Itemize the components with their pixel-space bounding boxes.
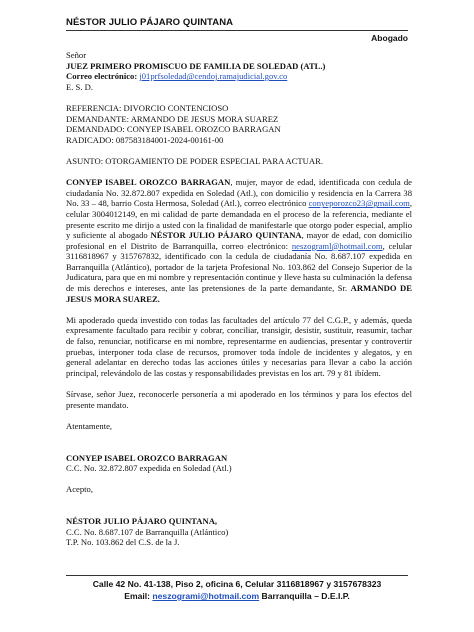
signer1-id: C.C. No. 32.872.807 expedida en Soledad (Atl.) (66, 463, 232, 474)
letterhead-role: Abogado (371, 33, 408, 43)
grantor-email-link[interactable]: conyeporozco23@gmail.com (308, 198, 410, 209)
p1-text-a: , mujer, mayor de edad, identificada con cedula de ciudadanía No. 32.872.807 expedida en Soledad (Atl.), con domicilio y residencia en la Carrera 38 No. 33 – 48, barrio Costa Hermosa, Soledad (Atl.), correo electrónico (66, 177, 412, 209)
p1-text-d: , celular 3116818967 y 315767832, identificado con la cedula de ciudadanía No. 8.687.107 expedida en Barranquilla (Atlántico), portador de la tarjeta Profesional No. 103.862 del Consejo Superior de la Judicatura, para que en mi nombre y representación continue y lleve hasta su culminación la defensa de mis derechos e intereses, ante las pretensiones de la parte demandante, Sr. (66, 240, 412, 294)
body-paragraph-3: Sírvase, señor Juez, reconocerle personería a mi apoderado en los términos y para los efectos del presente mandato. (66, 389, 412, 410)
p1-text-b: , celular 3004012149, en mi calidad de parte demandada en el proceso de la referencia, mediante el presente escrito me dirijo a usted con la finalidad de manifestarle que otorgo poder especial, amplio y suficiente al abogado (66, 198, 412, 241)
plaintiff-line: DEMANDANTE: ARMANDO DE JESUS MORA SUAREZ (66, 113, 279, 124)
letterhead-rule (66, 30, 408, 31)
footer-address: Calle 42 No. 41-138, Piso 2, oficina 6, Celular 3116818967 y 3157678323 (92, 579, 382, 589)
footer-contact (66, 590, 408, 602)
signer2-tp: T.P. No. 103.862 del C.S. de la J. (66, 537, 180, 548)
lawyer-name: NÉSTOR JULIO PÁJARO QUINTANA (150, 230, 302, 241)
signer1-name: CONYEP ISABEL OROZCO BARRAGAN (66, 452, 228, 463)
footer-email-link[interactable]: neszogrami@hotmail.com (152, 591, 260, 601)
accept-label: Acepto, (66, 484, 93, 495)
case-number-line: RADICADO: 087583184001-2024-00161-00 (66, 134, 224, 145)
p1-text-c: , mayor de edad, con domicilio profesional en el Distrito de Barranquilla, correo electrónico: (66, 230, 412, 251)
defendant-line: DEMANDADO: CONYEP ISABEL OROZCO BARRAGAN (66, 124, 281, 135)
signer2-id: C.C. No. 8.687.107 de Barranquilla (Atlántico) (66, 526, 229, 537)
footer-rule (66, 575, 408, 576)
footer (66, 578, 408, 602)
footer-city: Barranquilla – D.E.I.P. (259, 591, 350, 601)
reference-line: REFERENCIA: DIVORCIO CONTENCIOSO (66, 102, 229, 113)
court-email-label: Correo electrónico: (66, 71, 138, 82)
court-email-line (66, 71, 412, 82)
letter-body (66, 50, 412, 548)
lawyer-email-link[interactable]: neszograml@hotmail.com (291, 240, 383, 251)
closing: Atentamente, (66, 420, 113, 431)
body-paragraph-2: Mi apoderado queda investido con todas las facultades del artículo 77 del C.G.P., y además, queda expresamente facultado para recibir y cobrar, conciliar, transigir, desistir, sustituir, reasumir, tachar de falso, renunciar, notificarse en mi nombre, representarme en audiencias, presentar y controvertir pruebas, interponer toda clase de recursos, promover toda índole de incidentes y alegatos, y en general adelantar en derecho todas las acciones útiles y necesarias para llevar a cabo la acción principal, relevándolo de las costas y responsabilidades previstas en los art. 79 y 81 ibídem. (66, 314, 412, 378)
body-paragraph-1 (66, 177, 412, 304)
letterhead-name: NÉSTOR JULIO PÁJARO QUINTANA (66, 17, 234, 28)
signer2-name: NÉSTOR JULIO PÁJARO QUINTANA, (66, 516, 218, 527)
footer-email-label: Email: (124, 591, 153, 601)
esd: E. S. D. (66, 81, 93, 92)
plaintiff-name: ARMANDO DE JESUS MORA SUAREZ. (66, 283, 412, 304)
court-email-link[interactable]: j01prfsoledad@cendoj.ramajudicial.gov.co (139, 71, 288, 82)
court-name: JUEZ PRIMERO PROMISCUO DE FAMILIA DE SOLEDAD (ATL.) (66, 60, 326, 71)
grantor-name: CONYEP ISABEL OROZCO BARRAGAN (66, 177, 231, 188)
salutation: Señor (66, 50, 87, 60)
subject-line: ASUNTO: OTORGAMIENTO DE PODER ESPECIAL PARA ACTUAR. (66, 155, 323, 166)
